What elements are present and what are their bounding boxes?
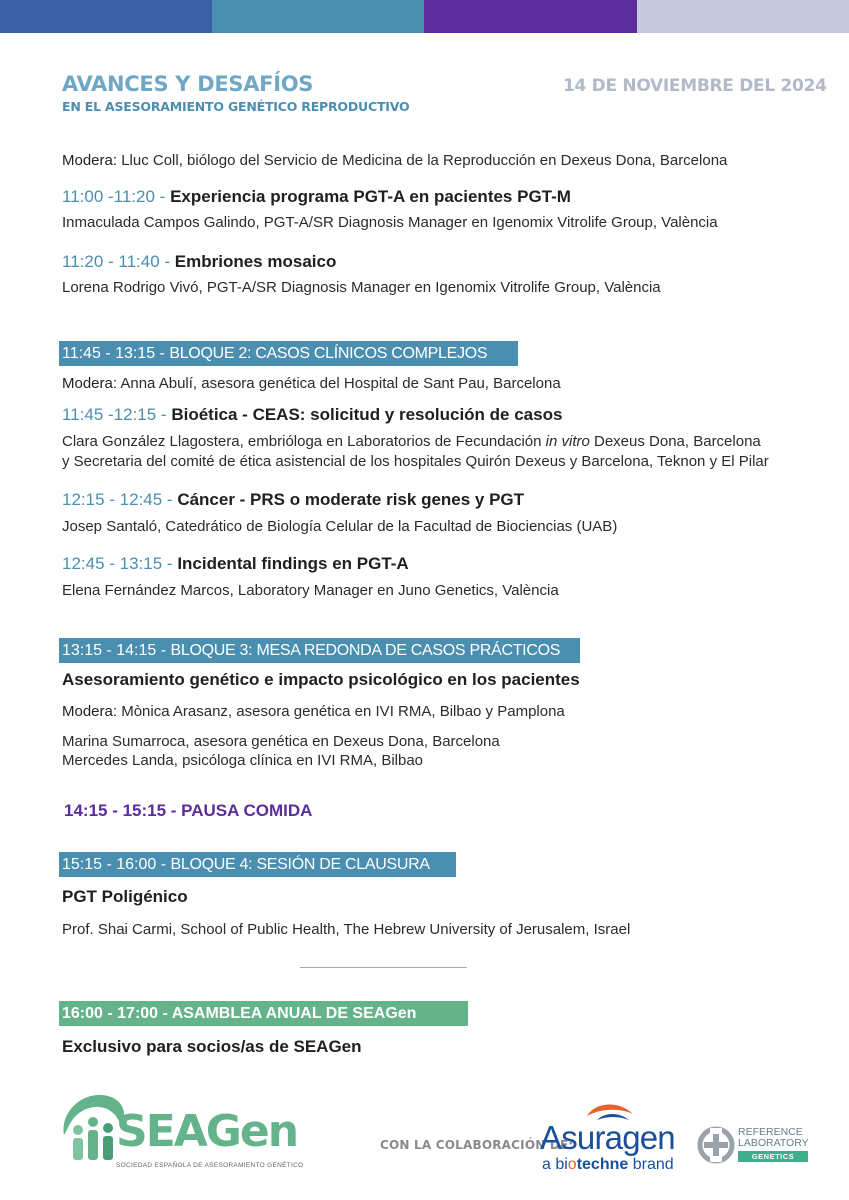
tagline-techne: techne [576,1156,629,1173]
session-title: PGT Poligénico [62,887,188,906]
talk-time: 11:20 - 11:40 - [62,252,175,271]
talk-speaker: Elena Fernández Marcos, Laboratory Manager en Juno Genetics, València [62,582,559,599]
talk-speaker: Inmaculada Campos Galindo, PGT-A/SR Diagnosis Manager en Igenomix Vitrolife Group, València [62,214,718,231]
talk-title-row [62,554,409,574]
block-time: 15:15 - 16:00 - [62,856,171,873]
collaboration-label: CON LA COLABORACIÓN DE: [380,1138,574,1152]
top-bar-segment-4 [637,0,849,33]
talk-time: 11:45 -12:15 - [62,405,172,424]
block1-moderator [62,150,727,171]
talk-time: 12:45 - 13:15 - [62,554,178,573]
block4-header-band [59,852,456,877]
talk-time: 12:15 - 12:45 - [62,490,178,509]
moderator-text: Anna Abulí, asesora genética del Hospital de Sant Pau, Barcelona [117,375,561,392]
tagline-brand: brand [628,1156,674,1173]
top-bar-segment-1 [0,0,212,33]
block-time: 11:45 - 13:15 - [62,345,170,362]
seagen-logo-subtitle: SOCIEDAD ESPAÑOLA DE ASESORAMIENTO GENÉTICO [116,1162,304,1169]
ref-lab-line2: LABORATORY [738,1137,809,1149]
top-color-bar [0,0,849,33]
speaker-text: Dexeus Dona, Barcelona [589,433,761,450]
assembly-note: Exclusivo para socios/as de SEAGen [62,1037,362,1056]
event-date: 14 DE NOVIEMBRE DEL 2024 [563,76,827,96]
ref-lab-line1: REFERENCE [738,1126,803,1138]
block2-moderator [62,373,561,394]
talk-title-row [62,490,524,510]
talk-title: Embriones mosaico [174,252,337,271]
speaker-italic: in vitro [545,433,590,450]
reference-lab-mark-icon [696,1124,736,1166]
talk-time: 11:00 -11:20 - [62,187,171,206]
tagline-text: a bi [542,1156,568,1173]
page-subtitle: EN EL ASESORAMIENTO GENÉTICO REPRODUCTIVO [62,99,410,114]
seagen-logo-text: SEAGen [116,1106,298,1157]
talk-speaker: Prof. Shai Carmi, School of Public Health, The Hebrew University of Jerusalem, Israel [62,921,631,938]
talk-title: Bioética - CEAS: solicitud y resolución de casos [171,405,563,424]
lunch-break: 14:15 - 15:15 - PAUSA COMIDA [64,801,313,820]
block3-moderator [62,701,565,722]
panelist: Marina Sumarroca, asesora genética en Dexeus Dona, Barcelona [62,733,500,750]
talk-title-row [62,252,336,272]
moderator-label: Modera: [62,375,118,392]
block-title: BLOQUE 2: CASOS CLÍNICOS COMPLEJOS [169,345,488,362]
talk-title: Cáncer - PRS o moderate risk genes y PGT [177,490,525,509]
talk-title: Experiencia programa PGT-A en pacientes PGT-M [170,187,571,206]
session-title: Asesoramiento genético e impacto psicológico en los pacientes [62,670,580,689]
tagline-o: o [567,1156,577,1173]
top-bar-segment-3 [424,0,637,33]
talk-speaker: Josep Santaló, Catedrático de Biología Celular de la Facultad de Biociencias (UAB) [62,518,618,535]
block-time: 13:15 - 14:15 - [62,642,171,659]
reference-laboratory-logo [696,1124,816,1168]
speaker-text: Clara González Llagostera, embrióloga en Laboratorios de Fecundación [62,433,546,450]
section-divider [300,967,467,968]
page-title: AVANCES Y DESAFÍOS [62,72,314,96]
talk-title-row [62,405,562,425]
block-title: BLOQUE 4: SESIÓN DE CLAUSURA [170,856,430,873]
asuragen-logo [540,1100,690,1180]
block3-header-band [59,638,580,663]
moderator-text: Mònica Arasanz, asesora genética en IVI RMA, Bilbao y Pamplona [117,703,565,720]
asuragen-name: Asuragen [540,1119,675,1156]
moderator-text: Lluc Coll, biólogo del Servicio de Medicina de la Reproducción en Dexeus Dona, Barcelona [117,152,728,169]
moderator-label: Modera: [62,703,118,720]
talk-title: Incidental findings en PGT-A [177,554,409,573]
moderator-label: Modera: [62,152,118,169]
talk-speaker: Lorena Rodrigo Vivó, PGT-A/SR Diagnosis Manager en Igenomix Vitrolife Group, València [62,279,661,296]
block-title: BLOQUE 3: MESA REDONDA DE CASOS PRÁCTICOS [170,642,561,659]
talk-speaker [62,431,761,452]
asuragen-tagline [542,1156,674,1174]
block2-header-band [59,341,518,366]
ref-lab-genetics-badge: GENETICS [738,1151,808,1162]
seagen-logo [60,1090,304,1175]
talk-title-row [62,187,571,207]
panelist: Mercedes Landa, psicóloga clínica en IVI RMA, Bilbao [62,752,424,769]
talk-speaker-line2: y Secretaria del comité de ética asistencial de los hospitales Quirón Dexeus y Barcelona, Teknon y El Pilar [62,453,769,470]
top-bar-segment-2 [212,0,424,33]
assembly-band: 16:00 - 17:00 - ASAMBLEA ANUAL DE SEAGen [59,1001,468,1026]
